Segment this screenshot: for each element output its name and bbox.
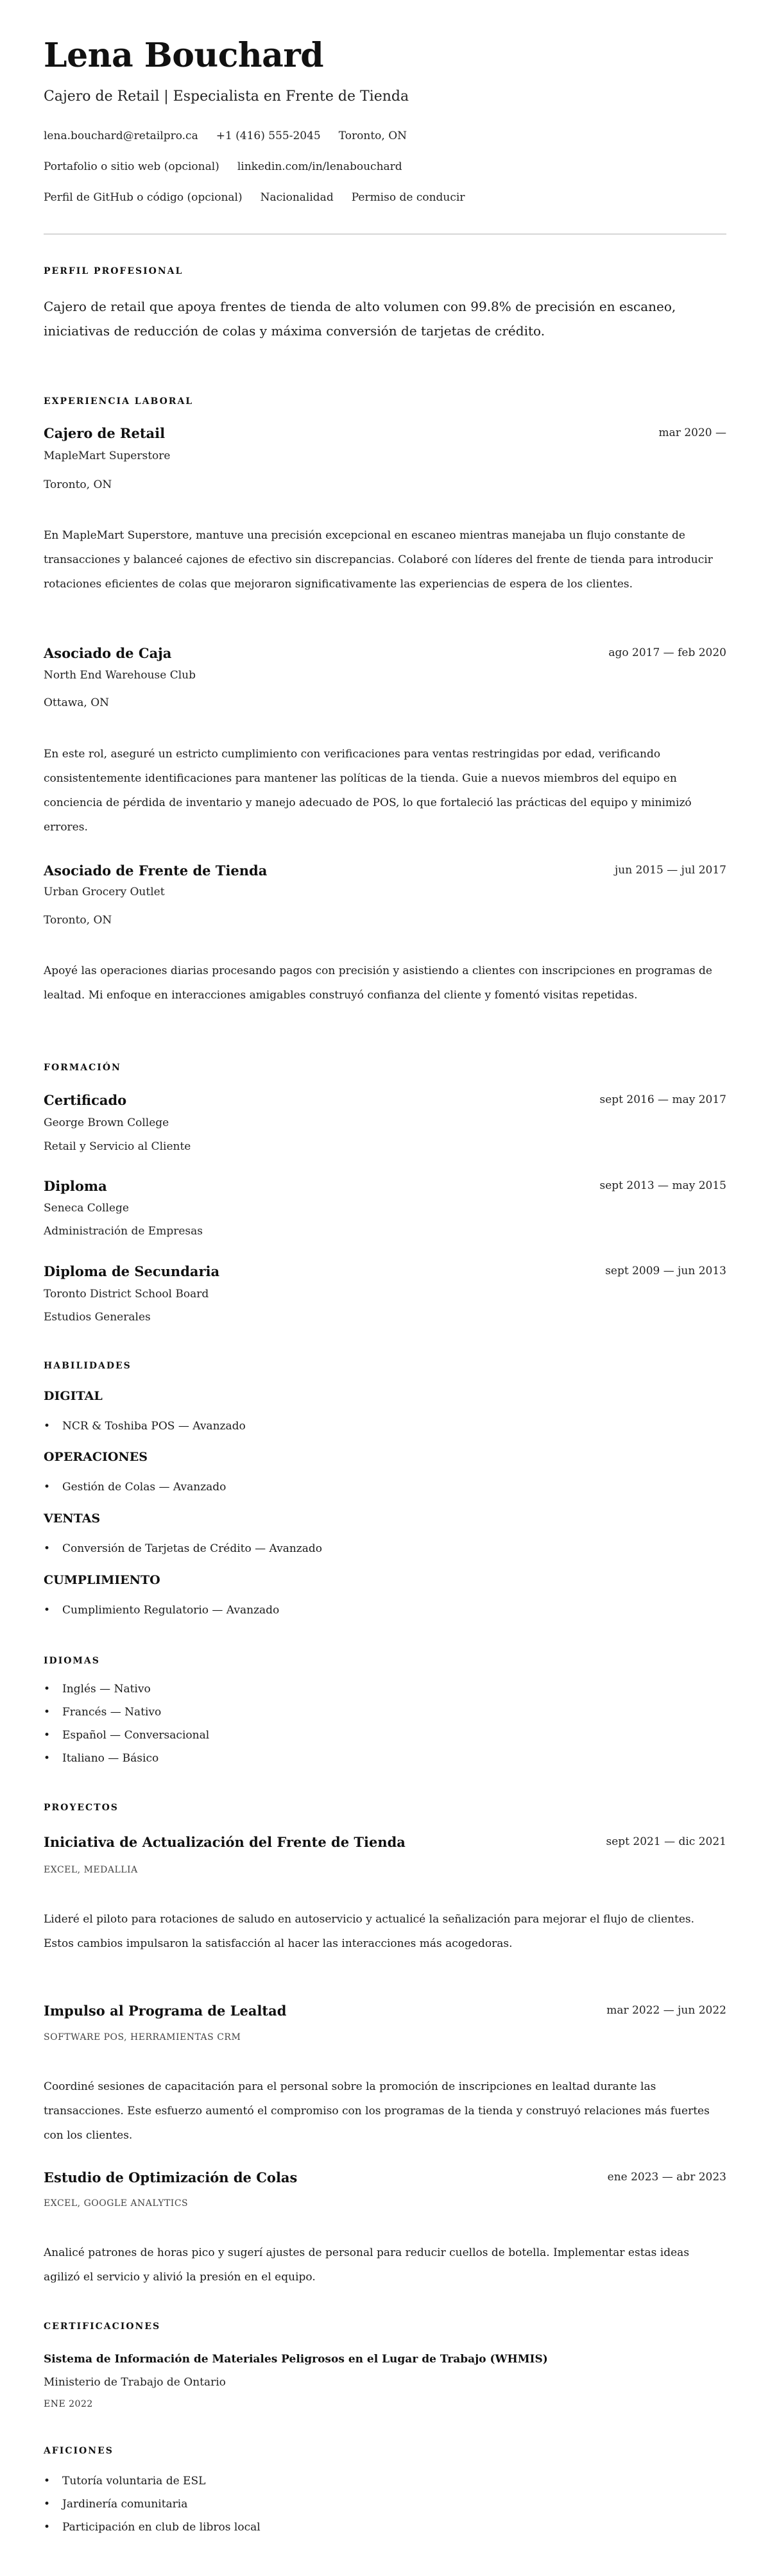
bullet-icon: • (44, 1706, 51, 1719)
candidate-title: Cajero de Retail | Especialista en Frente de Tienda (44, 88, 409, 105)
job-company: North End Warehouse Club (44, 669, 196, 682)
certification-issuer: Ministerio de Trabajo de Ontario (44, 2376, 226, 2389)
job-dates: ago 2017 — feb 2020 (608, 646, 726, 659)
skill-item-label: Conversión de Tarjetas de Crédito — Avanzado (62, 1542, 323, 1555)
section-heading-education: FORMACIÓN (44, 1063, 121, 1073)
section-heading-certifications: CERTIFICACIONES (44, 2321, 161, 2332)
degree-title: Diploma (44, 1178, 107, 1194)
skill-item (44, 1481, 226, 1494)
job-dates: jun 2015 — jul 2017 (615, 864, 726, 877)
job-title: Cajero de Retail (44, 425, 166, 441)
skill-group-heading: DIGITAL (44, 1389, 103, 1403)
section-heading-languages: IDIOMAS (44, 1656, 100, 1666)
job-location: Ottawa, ON (44, 696, 110, 709)
job-company: MapleMart Superstore (44, 450, 171, 462)
institution-name: George Brown College (44, 1116, 169, 1129)
education-dates: sept 2016 — may 2017 (599, 1093, 726, 1106)
skill-item (44, 1542, 322, 1555)
section-heading-projects: PROYECTOS (44, 1803, 119, 1813)
phone-text: +1 (416) 555-2045 (216, 130, 321, 142)
location-text: Toronto, ON (338, 130, 407, 142)
field-of-study: Administración de Empresas (44, 1225, 203, 1238)
github-link[interactable]: Perfil de GitHub o código (opcional) (44, 191, 243, 204)
job-title: Asociado de Frente de Tienda (44, 863, 268, 879)
project-title: Iniciativa de Actualización del Frente de Tienda (44, 1834, 406, 1850)
skill-group-heading: OPERACIONES (44, 1450, 148, 1464)
project-title: Estudio de Optimización de Colas (44, 2169, 298, 2185)
bullet-icon: • (44, 1729, 51, 1742)
email-link[interactable]: lena.bouchard@retailpro.ca (44, 130, 198, 142)
language-item (44, 1683, 151, 1696)
project-dates: sept 2021 — dic 2021 (606, 1835, 726, 1848)
bullet-icon: • (44, 2475, 51, 2488)
education-dates: sept 2009 — jun 2013 (605, 1265, 726, 1277)
institution-name: Toronto District School Board (44, 1288, 209, 1301)
bullet-icon: • (44, 1481, 51, 1494)
language-label: Italiano — Básico (62, 1752, 159, 1765)
skill-item-label: NCR & Toshiba POS — Avanzado (62, 1420, 246, 1433)
skill-item (44, 1604, 279, 1617)
skill-item-label: Gestión de Colas — Avanzado (62, 1481, 227, 1494)
bullet-icon: • (44, 1683, 51, 1696)
bullet-icon: • (44, 1420, 51, 1433)
language-label: Francés — Nativo (62, 1706, 162, 1719)
section-heading-hobbies: AFICIONES (44, 2446, 114, 2456)
project-description: Lideré el piloto para rotaciones de saludo en autoservicio y actualicé la señalización para mejorar el flujo de clientes. Estos cambios impulsaron la satisfacción al hacer las interacciones más acogedoras. (44, 1913, 695, 1950)
project-description: Analicé patrones de horas pico y sugerí ajustes de personal para reducir cuellos de botella. Implementar estas ideas agilizó el servicio y alivió la presión en el equipo. (44, 2246, 690, 2284)
bullet-icon: • (44, 1604, 51, 1617)
nationality-text: Nacionalidad (260, 191, 334, 204)
hobby-item (44, 2521, 261, 2534)
skill-group-heading: CUMPLIMIENTO (44, 1573, 160, 1587)
project-dates: ene 2023 — abr 2023 (607, 2171, 726, 2184)
language-label: Inglés — Nativo (62, 1683, 151, 1696)
project-dates: mar 2022 — jun 2022 (606, 2004, 726, 2017)
hobby-label: Participación en club de libros local (62, 2521, 261, 2534)
field-of-study: Retail y Servicio al Cliente (44, 1140, 191, 1153)
section-heading-skills: HABILIDADES (44, 1361, 132, 1371)
job-company: Urban Grocery Outlet (44, 886, 165, 898)
drivers-license-text: Permiso de conducir (351, 191, 465, 204)
field-of-study: Estudios Generales (44, 1311, 151, 1324)
skill-item-label: Cumplimiento Regulatorio — Avanzado (62, 1604, 280, 1617)
portfolio-link[interactable]: Portafolio o sitio web (opcional) (44, 160, 219, 173)
bullet-icon: • (44, 2521, 51, 2534)
contact-row-2 (44, 160, 420, 173)
language-item (44, 1706, 161, 1719)
header-divider (44, 233, 726, 235)
project-tech: SOFTWARE POS, HERRAMIENTAS CRM (44, 2032, 241, 2042)
language-label: Español — Conversacional (62, 1729, 210, 1742)
bullet-icon: • (44, 1542, 51, 1555)
hobby-label: Jardinería comunitaria (62, 2498, 188, 2511)
section-heading-experience: EXPERIENCIA LABORAL (44, 396, 194, 407)
bullet-icon: • (44, 1752, 51, 1765)
institution-name: Seneca College (44, 1202, 129, 1215)
project-tech: EXCEL, GOOGLE ANALYTICS (44, 2198, 189, 2209)
job-description: En MapleMart Superstore, mantuve una precisión excepcional en escaneo mientras manejaba un flujo constante de transacciones y balanceé cajones de efectivo sin discrepancias. Colaboré con líderes del frente de tienda para introducir rotaciones eficientes de colas que mejoraron significativamente las experiencias de espera de los clientes. (44, 529, 713, 591)
job-dates: mar 2020 — (658, 426, 726, 439)
hobby-label: Tutoría voluntaria de ESL (62, 2475, 206, 2488)
contact-row-3 (44, 191, 483, 204)
job-location: Toronto, ON (44, 478, 112, 491)
language-item (44, 1752, 158, 1765)
contact-row-1 (44, 130, 425, 142)
education-dates: sept 2013 — may 2015 (599, 1179, 726, 1192)
project-description: Coordiné sesiones de capacitación para el personal sobre la promoción de inscripciones en lealtad durante las transacciones. Este esfuerzo aumentó el compromiso con los programas de la tienda y construyó relaciones más fuertes con los clientes. (44, 2080, 710, 2142)
project-tech: EXCEL, MEDALLIA (44, 1865, 138, 1875)
degree-title: Diploma de Secundaria (44, 1263, 220, 1279)
degree-title: Certificado (44, 1092, 127, 1108)
certification-title: Sistema de Información de Materiales Peligrosos en el Lugar de Trabajo (WHMIS) (44, 2353, 548, 2366)
job-title: Asociado de Caja (44, 645, 172, 661)
skill-item (44, 1420, 246, 1433)
section-heading-profile: PERFIL PROFESIONAL (44, 266, 184, 276)
language-item (44, 1729, 209, 1742)
certification-date: ENE 2022 (44, 2399, 93, 2409)
job-description: En este rol, aseguré un estricto cumplimiento con verificaciones para ventas restringidas por edad, verificando consistentemente identificaciones para mantener las políticas de la tienda. Guie a nuevos miembros del equipo en conciencia de pérdida de inventario y manejo adecuado de POS, lo que fortaleció las prácticas del equipo y minimizó errores. (44, 748, 692, 834)
skill-group-heading: VENTAS (44, 1511, 101, 1526)
project-title: Impulso al Programa de Lealtad (44, 2003, 287, 2019)
hobby-item (44, 2498, 187, 2511)
job-location: Toronto, ON (44, 914, 112, 927)
candidate-name: Lena Bouchard (44, 36, 324, 75)
job-description: Apoyé las operaciones diarias procesando pagos con precisión y asistiendo a clientes con inscripciones en programas de lealtad. Mi enfoque en interacciones amigables construyó confianza del cliente y fomentó visitas repetidas. (44, 964, 712, 1002)
hobby-item (44, 2475, 205, 2488)
profile-summary: Cajero de retail que apoya frentes de tienda de alto volumen con 99.8% de precisión en escaneo, iniciativas de reducción de colas y máxima conversión de tarjetas de crédito. (44, 299, 676, 339)
linkedin-link[interactable]: linkedin.com/in/lenabouchard (237, 160, 402, 173)
bullet-icon: • (44, 2498, 51, 2511)
